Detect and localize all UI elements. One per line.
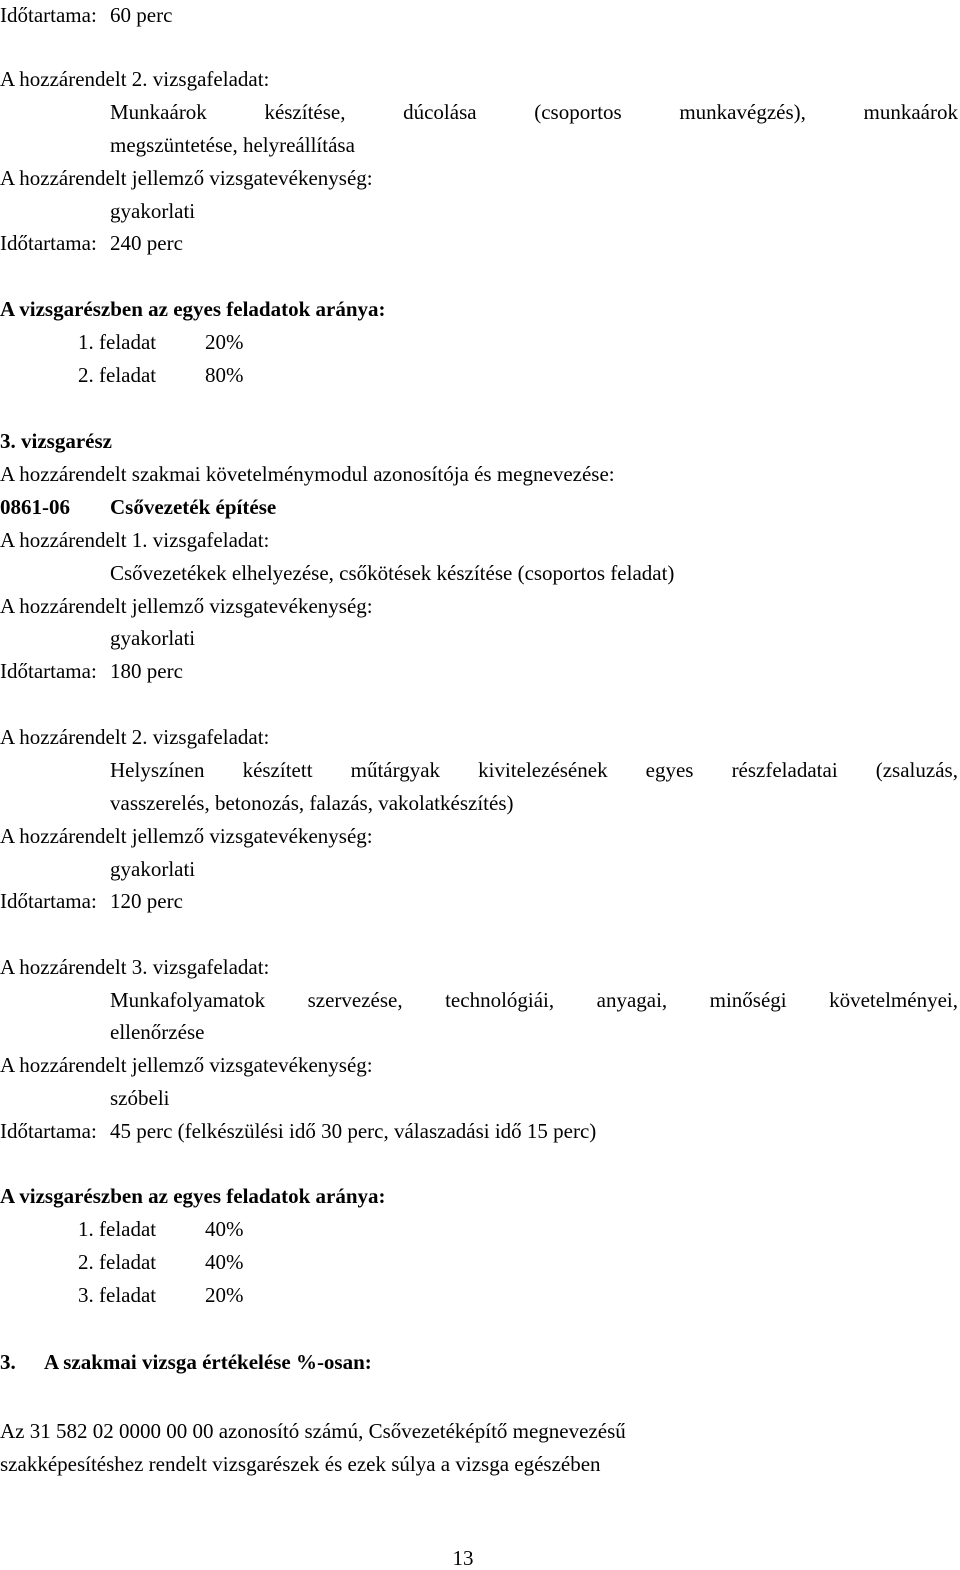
activity-value: gyakorlati: [110, 626, 196, 650]
ratio-value: 20%: [205, 330, 244, 354]
ratio-item: [78, 1282, 244, 1308]
task-description-cont: ellenőrzése: [110, 1020, 205, 1044]
activity-value: gyakorlati: [110, 857, 196, 881]
ratio-item: [78, 329, 244, 355]
word: követelményei,: [829, 988, 958, 1012]
word: készítése,: [264, 100, 346, 124]
section-heading: [0, 1349, 372, 1375]
duration-line: [0, 888, 183, 914]
task-description: [110, 757, 958, 783]
activity-label: A hozzárendelt jellemző vizsgatevékenység:: [0, 1053, 373, 1077]
duration-value: 60 perc: [110, 3, 173, 27]
duration-label: Időtartama:: [0, 1119, 97, 1143]
module-code: 0861-06: [0, 495, 70, 519]
section-number: 3.: [0, 1350, 16, 1374]
word: (zsaluzás,: [875, 758, 958, 782]
word: anyagai,: [596, 988, 668, 1012]
task-heading: A hozzárendelt 3. vizsgafeladat:: [0, 955, 270, 979]
duration-value: 120 perc: [110, 889, 183, 913]
paragraph-line: szakképesítéshez rendelt vizsgarészek és ezek súlya a vizsga egészében: [0, 1452, 601, 1476]
duration-label: Időtartama:: [0, 231, 97, 255]
word: kivitelezésének: [478, 758, 608, 782]
task-description: [110, 99, 958, 125]
word: részfeladatai: [731, 758, 838, 782]
page-number: 13: [452, 1546, 474, 1570]
word: készített: [242, 758, 313, 782]
duration-value: 240 perc: [110, 231, 183, 255]
ratio-value: 40%: [205, 1250, 244, 1274]
word: technológiái,: [445, 988, 555, 1012]
task-description-cont: vasszerelés, betonozás, falazás, vakolatkészítés): [110, 791, 514, 815]
word: dúcolása: [403, 100, 477, 124]
ratio-label: 1. feladat: [78, 1217, 157, 1241]
ratio-value: 40%: [205, 1217, 244, 1241]
activity-value: szóbeli: [110, 1086, 170, 1110]
task-description-cont: megszüntetése, helyreállítása: [110, 133, 355, 157]
duration-label: Időtartama:: [0, 659, 97, 683]
duration-line: [0, 658, 183, 684]
task-description: Csővezetékek elhelyezése, csőkötések készítése (csoportos feladat): [110, 561, 675, 585]
activity-label: A hozzárendelt jellemző vizsgatevékenység:: [0, 824, 373, 848]
activity-value: gyakorlati: [110, 199, 196, 223]
word: Munkafolyamatok: [110, 988, 266, 1012]
word: munkaárok: [863, 100, 958, 124]
word: minőségi: [709, 988, 787, 1012]
module-label: A hozzárendelt szakmai követelménymodul azonosítója és megnevezése:: [0, 462, 615, 486]
duration-label: Időtartama:: [0, 889, 97, 913]
module-line: [0, 494, 276, 520]
task-heading: A hozzárendelt 2. vizsgafeladat:: [0, 725, 270, 749]
duration-line-60: [0, 2, 172, 28]
ratio-item: [78, 1249, 244, 1275]
word: szervezése,: [307, 988, 403, 1012]
paragraph-line: Az 31 582 02 0000 00 00 azonosító számú, Csővezetéképítő megnevezésű: [0, 1419, 626, 1443]
ratios-heading: A vizsgarészben az egyes feladatok aránya:: [0, 1184, 386, 1208]
word: (csoportos: [534, 100, 622, 124]
ratio-label: 3. feladat: [78, 1283, 157, 1307]
ratio-item: [78, 362, 244, 388]
word: egyes: [645, 758, 694, 782]
ratios-heading: A vizsgarészben az egyes feladatok aránya:: [0, 297, 386, 321]
task-description: [110, 987, 958, 1013]
task-heading: A hozzárendelt 2. vizsgafeladat:: [0, 67, 270, 91]
ratio-label: 1. feladat: [78, 330, 157, 354]
module-name: Csővezeték építése: [110, 495, 277, 519]
ratio-item: [78, 1216, 244, 1242]
section-title: A szakmai vizsga értékelése %-osan:: [44, 1350, 372, 1374]
duration-value: 45 perc (felkészülési idő 30 perc, válaszadási idő 15 perc): [110, 1119, 597, 1143]
word: Munkaárok: [110, 100, 207, 124]
activity-label: A hozzárendelt jellemző vizsgatevékenység:: [0, 594, 373, 618]
duration-line: [0, 1118, 596, 1144]
duration-label: Időtartama:: [0, 3, 97, 27]
duration-line: [0, 230, 183, 256]
ratio-value: 20%: [205, 1283, 244, 1307]
duration-value: 180 perc: [110, 659, 183, 683]
word: műtárgyak: [350, 758, 441, 782]
section-heading: 3. vizsgarész: [0, 429, 112, 453]
word: munkavégzés),: [679, 100, 806, 124]
task-heading: A hozzárendelt 1. vizsgafeladat:: [0, 528, 270, 552]
activity-label: A hozzárendelt jellemző vizsgatevékenység:: [0, 166, 373, 190]
ratio-label: 2. feladat: [78, 1250, 157, 1274]
ratio-label: 2. feladat: [78, 363, 157, 387]
ratio-value: 80%: [205, 363, 244, 387]
word: Helyszínen: [110, 758, 205, 782]
